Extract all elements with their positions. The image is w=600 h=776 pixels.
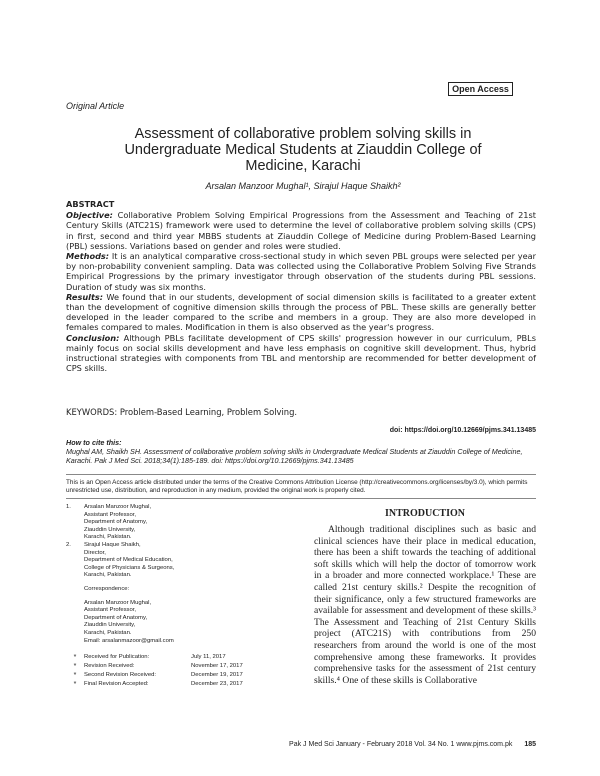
journal-info: Pak J Med Sci January - February 2018 Vol. 34 No. 1 www.pjms.com.pk	[289, 741, 513, 748]
date-row	[66, 671, 291, 680]
date-value: December 23, 2017	[191, 681, 243, 688]
results-text: We found that in our students, development of social dimension skills is facilitated to a greater extent than the development of cognitive dimension skills through the process of PBL. These skills are generally better developed in the leader compared to the scribe and members in a group. They are also more developed in females compared to males. Modification in them is also observed as the year's progress.	[66, 291, 536, 333]
introduction-text: Although traditional disciplines such as basic and clinical sciences have their place in medical education, there has been a shift towards the teaching of additional soft skills which will help the doctor of tomorrow work in a broader and more connected workplace.¹ These are called 21st century skills.² Despite the recognition of their significance, only a few structured frameworks are available for assessment and development of these skills.³ The Assessment and Teaching of 21st Century Skills project (ATC21S) with contributions from 250 researchers from around the world is one of the most comprehensive among these frameworks. It provides comprehensive tasks for the assessment of 21st century skills.⁴ One of these skills is Collaborative	[314, 524, 536, 686]
how-to-cite-heading: How to cite this:	[66, 438, 122, 447]
author-footnotes	[66, 504, 291, 689]
correspondence-line: Department of Anatomy,	[84, 614, 148, 621]
affiliation-line: Sirajul Haque Shaikh,	[84, 541, 141, 548]
results-label: Results:	[66, 291, 104, 302]
affiliation-line: Department of Medical Education,	[84, 557, 173, 564]
abstract	[66, 199, 536, 373]
date-value: November 17, 2017	[191, 663, 243, 670]
affiliation-line: Department of Anatomy,	[84, 519, 148, 526]
date-row	[66, 653, 291, 662]
affiliation-line: Assistant Professor,	[84, 511, 137, 518]
date-label: Received for Publication:	[84, 654, 150, 661]
citation-text: Mughal AM, Shaikh SH. Assessment of collaborative problem solving skills in Undergraduate Medical Students at Ziauddin College of Medicine, Karachi. Pak J Med Sci. 2018;34(1):185-189. doi: https://doi.org/10.12669/pjms.341.13485	[66, 447, 523, 465]
page-footer	[66, 741, 536, 748]
affiliation-item	[66, 542, 291, 580]
abstract-heading: ABSTRACT	[66, 199, 115, 209]
correspondence-line: Karachi, Pakistan.	[84, 629, 132, 636]
affiliation-list	[66, 504, 291, 580]
correspondence-line: Ziauddin University,	[84, 622, 136, 629]
publication-dates	[66, 653, 291, 689]
affiliation-line: College of Physicians & Surgeons,	[84, 564, 175, 571]
objective-text: Collaborative Problem Solving Empirical Progressions from the Assessment and Teaching of 21st Century Skills (ATC21S) framework were used to determine the level of collaborative problem solving skills (CPS) in first, second and third year MBBS students at Ziauddin College of Medicine during Problem-Based Learning (PBL) sessions. Variations based on gender and roles were studied.	[66, 210, 536, 251]
affiliation-line: Karachi, Pakistan.	[84, 572, 132, 579]
affiliation-line: Karachi, Pakistan.	[84, 534, 132, 541]
abstract-conclusion	[66, 333, 536, 374]
how-to-cite	[66, 438, 536, 465]
abstract-methods	[66, 251, 536, 292]
methods-label: Methods:	[66, 251, 110, 262]
affiliation-line: Director,	[84, 549, 106, 556]
affiliation-item	[66, 504, 291, 542]
affiliation-number: 2.	[66, 541, 71, 548]
license-notice: This is an Open Access article distributed under the terms of the Creative Commons Attribution License (http://creativecommons.org/licenses/by/3.0), which permits unrestricted use, distribution, and reproduction in any medium, provided the original work is properly cited.	[66, 474, 536, 495]
correspondence-line: Arsalan Manzoor Mughal,	[84, 599, 152, 606]
date-value: December 19, 2017	[191, 672, 243, 679]
bullet-icon: *	[73, 654, 77, 662]
page-number: 185	[524, 741, 536, 748]
article-title: Assessment of collaborative problem solving skills in Undergraduate Medical Students at Ziauddin College of Medicine, Karachi	[124, 126, 482, 174]
correspondence-title: Correspondence:	[84, 585, 130, 592]
bullet-icon: *	[73, 663, 77, 671]
correspondence-address	[84, 600, 291, 646]
article-type-label: Original Article	[66, 101, 125, 111]
bullet-icon: *	[73, 681, 77, 689]
author-list: Arsalan Manzoor Mughal¹, Sirajul Haque Shaikh²	[205, 181, 401, 191]
objective-label: Objective:	[66, 210, 113, 221]
open-access-badge: Open Access	[448, 82, 513, 96]
affiliation-line: Arsalan Manzoor Mughal,	[84, 504, 152, 510]
conclusion-label: Conclusion:	[66, 332, 120, 343]
date-value: July 11, 2017	[191, 654, 226, 661]
abstract-results	[66, 292, 536, 333]
abstract-objective	[66, 210, 536, 251]
date-label: Final Revision Accepted:	[84, 681, 149, 688]
methods-text: It is an analytical comparative cross-sectional study in which seven PBL groups were selected per year by non-probability convenient sampling. Data was collected using the Collaborative Problem Solving Five Strands Empirical Progressions by the primary investigator through observation of the students during PBL sessions. Duration of study was six months.	[66, 251, 537, 292]
correspondence-line: Email: arsalanmazoor@gmail.com	[84, 637, 174, 644]
keywords: KEYWORDS: Problem-Based Learning, Problem Solving.	[66, 407, 298, 417]
conclusion-text: Although PBLs facilitate development of CPS skills' progression however in our curriculum, PBLs mainly focus on social skills development and have less emphasis on cognitive skill development. Thus, hybrid instructional strategies with components from TBL and mentorship are recommended for better development of CPS skills.	[66, 332, 537, 374]
bullet-icon: *	[73, 672, 77, 680]
introduction-heading: INTRODUCTION	[384, 508, 465, 519]
date-label: Revision Received:	[84, 663, 135, 670]
divider	[66, 498, 536, 499]
date-row	[66, 662, 291, 671]
affiliation-line: Ziauddin University,	[84, 526, 136, 533]
affiliation-number: 1.	[66, 504, 71, 510]
date-label: Second Revision Received:	[84, 672, 157, 679]
date-row	[66, 680, 291, 689]
doi-link[interactable]: doi: https://doi.org/10.12669/pjms.341.13485	[389, 427, 536, 434]
correspondence-line: Assistant Professor,	[84, 607, 137, 614]
